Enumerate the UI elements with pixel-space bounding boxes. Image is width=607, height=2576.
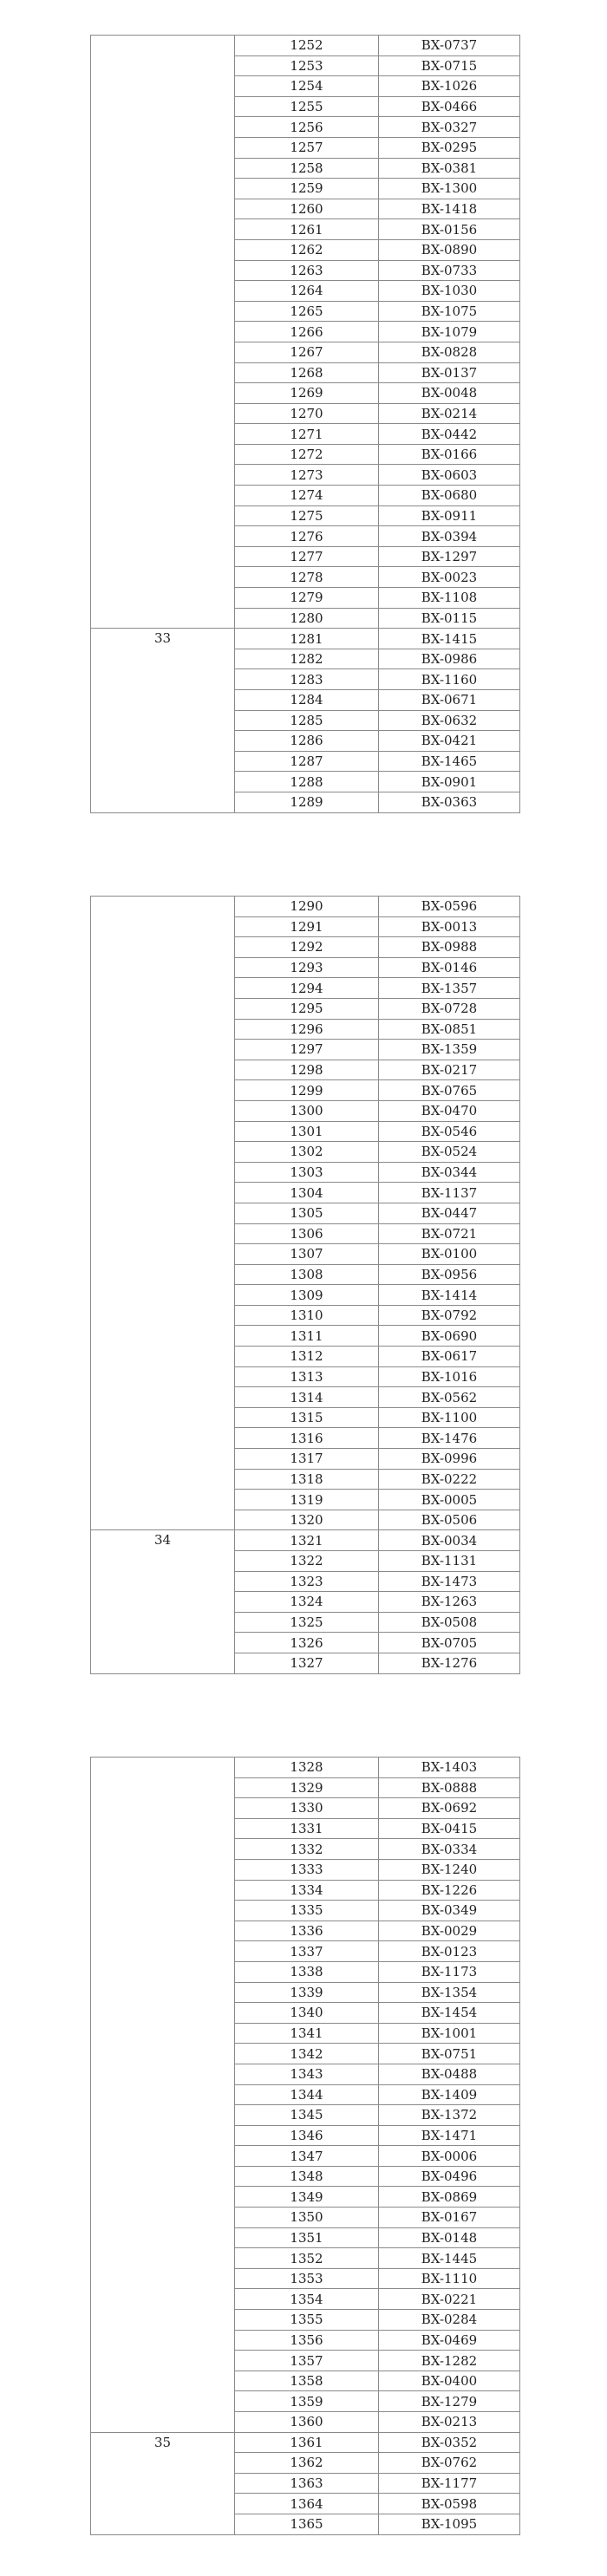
sequence-number-cell: 1297 bbox=[235, 1040, 379, 1060]
sequence-number-cell: 1364 bbox=[235, 2494, 379, 2514]
sequence-number-cell: 1285 bbox=[235, 710, 379, 731]
data-table bbox=[90, 1757, 520, 2535]
code-cell: BX-0986 bbox=[379, 649, 520, 669]
data-table bbox=[90, 35, 520, 813]
code-cell: BX-0488 bbox=[379, 2064, 520, 2084]
code-cell: BX-1240 bbox=[379, 1859, 520, 1880]
sequence-number-cell: 1351 bbox=[235, 2227, 379, 2248]
sequence-number-cell: 1358 bbox=[235, 2371, 379, 2391]
sequence-number-cell: 1265 bbox=[235, 301, 379, 322]
code-cell: BX-0029 bbox=[379, 1921, 520, 1941]
code-cell: BX-1026 bbox=[379, 76, 520, 97]
code-cell: BX-1445 bbox=[379, 2248, 520, 2269]
table-body bbox=[91, 897, 520, 1674]
code-cell: BX-1137 bbox=[379, 1183, 520, 1203]
sequence-number-cell: 1299 bbox=[235, 1080, 379, 1101]
table-row bbox=[91, 629, 520, 649]
sequence-number-cell: 1347 bbox=[235, 2146, 379, 2167]
code-cell: BX-1279 bbox=[379, 2391, 520, 2412]
code-cell: BX-0598 bbox=[379, 2494, 520, 2514]
code-cell: BX-0334 bbox=[379, 1839, 520, 1860]
table-block-3 bbox=[90, 1757, 519, 2535]
code-cell: BX-0705 bbox=[379, 1633, 520, 1653]
code-cell: BX-0546 bbox=[379, 1121, 520, 1142]
sequence-number-cell: 1278 bbox=[235, 567, 379, 588]
sequence-number-cell: 1324 bbox=[235, 1592, 379, 1613]
code-cell: BX-1418 bbox=[379, 199, 520, 219]
code-cell: BX-0349 bbox=[379, 1901, 520, 1921]
sequence-number-cell: 1329 bbox=[235, 1777, 379, 1798]
code-cell: BX-0508 bbox=[379, 1612, 520, 1633]
sequence-number-cell: 1292 bbox=[235, 937, 379, 958]
code-cell: BX-0048 bbox=[379, 383, 520, 404]
sequence-number-cell: 1293 bbox=[235, 957, 379, 978]
code-cell: BX-0851 bbox=[379, 1019, 520, 1040]
table-row bbox=[91, 1530, 520, 1551]
code-cell: BX-1001 bbox=[379, 2023, 520, 2044]
code-cell: BX-0901 bbox=[379, 772, 520, 792]
sequence-number-cell: 1256 bbox=[235, 117, 379, 138]
sequence-number-cell: 1343 bbox=[235, 2064, 379, 2084]
code-cell: BX-0381 bbox=[379, 158, 520, 179]
code-cell: BX-0690 bbox=[379, 1326, 520, 1347]
code-cell: BX-1108 bbox=[379, 588, 520, 609]
code-cell: BX-0888 bbox=[379, 1777, 520, 1798]
code-cell: BX-0137 bbox=[379, 362, 520, 383]
code-cell: BX-0469 bbox=[379, 2330, 520, 2351]
code-cell: BX-1030 bbox=[379, 281, 520, 302]
sequence-number-cell: 1273 bbox=[235, 465, 379, 486]
sequence-number-cell: 1332 bbox=[235, 1839, 379, 1860]
sequence-number-cell: 1348 bbox=[235, 2166, 379, 2187]
code-cell: BX-0996 bbox=[379, 1449, 520, 1470]
code-cell: BX-0166 bbox=[379, 444, 520, 465]
sequence-number-cell: 1352 bbox=[235, 2248, 379, 2269]
code-cell: BX-0470 bbox=[379, 1100, 520, 1121]
sequence-number-cell: 1357 bbox=[235, 2351, 379, 2371]
sequence-number-cell: 1312 bbox=[235, 1347, 379, 1367]
sequence-number-cell: 1320 bbox=[235, 1510, 379, 1530]
code-cell: BX-0006 bbox=[379, 2146, 520, 2167]
code-cell: BX-1454 bbox=[379, 2003, 520, 2024]
sequence-number-cell: 1323 bbox=[235, 1571, 379, 1592]
sequence-number-cell: 1308 bbox=[235, 1264, 379, 1285]
code-cell: BX-0447 bbox=[379, 1203, 520, 1223]
data-table bbox=[90, 896, 520, 1674]
code-cell: BX-0988 bbox=[379, 937, 520, 958]
sequence-number-cell: 1360 bbox=[235, 2412, 379, 2433]
code-cell: BX-0496 bbox=[379, 2166, 520, 2187]
table-row bbox=[91, 1758, 520, 1778]
sequence-number-cell: 1275 bbox=[235, 505, 379, 526]
code-cell: BX-0167 bbox=[379, 2208, 520, 2228]
sequence-number-cell: 1363 bbox=[235, 2473, 379, 2494]
code-cell: BX-1403 bbox=[379, 1758, 520, 1778]
code-cell: BX-0828 bbox=[379, 342, 520, 362]
code-cell: BX-0792 bbox=[379, 1305, 520, 1326]
sequence-number-cell: 1331 bbox=[235, 1818, 379, 1839]
sequence-number-cell: 1266 bbox=[235, 322, 379, 342]
sequence-number-cell: 1254 bbox=[235, 76, 379, 97]
code-cell: BX-1173 bbox=[379, 1961, 520, 1982]
code-cell: BX-1297 bbox=[379, 546, 520, 567]
sequence-number-cell: 1327 bbox=[235, 1653, 379, 1673]
code-cell: BX-0394 bbox=[379, 526, 520, 547]
code-cell: BX-1357 bbox=[379, 978, 520, 999]
sequence-number-cell: 1350 bbox=[235, 2208, 379, 2228]
code-cell: BX-0327 bbox=[379, 117, 520, 138]
code-cell: BX-0466 bbox=[379, 96, 520, 117]
sequence-number-cell: 1354 bbox=[235, 2289, 379, 2310]
sequence-number-cell: 1340 bbox=[235, 2003, 379, 2024]
sequence-number-cell: 1314 bbox=[235, 1387, 379, 1408]
sequence-number-cell: 1334 bbox=[235, 1880, 379, 1901]
code-cell: BX-1095 bbox=[379, 2514, 520, 2534]
code-cell: BX-0751 bbox=[379, 2044, 520, 2064]
sequence-number-cell: 1306 bbox=[235, 1223, 379, 1244]
code-cell: BX-0363 bbox=[379, 792, 520, 812]
sequence-number-cell: 1291 bbox=[235, 916, 379, 937]
code-cell: BX-0284 bbox=[379, 2310, 520, 2331]
table-row bbox=[91, 36, 520, 56]
sequence-number-cell: 1305 bbox=[235, 1203, 379, 1223]
code-cell: BX-1414 bbox=[379, 1285, 520, 1306]
code-cell: BX-0869 bbox=[379, 2187, 520, 2208]
sequence-number-cell: 1298 bbox=[235, 1060, 379, 1080]
code-cell: BX-0956 bbox=[379, 1264, 520, 1285]
sequence-number-cell: 1288 bbox=[235, 772, 379, 792]
sequence-number-cell: 1316 bbox=[235, 1428, 379, 1449]
table-block-1 bbox=[90, 35, 519, 813]
code-cell: BX-0115 bbox=[379, 608, 520, 629]
code-cell: BX-0023 bbox=[379, 567, 520, 588]
code-cell: BX-0222 bbox=[379, 1469, 520, 1490]
sequence-number-cell: 1272 bbox=[235, 444, 379, 465]
sequence-number-cell: 1281 bbox=[235, 629, 379, 649]
table-block-2 bbox=[90, 896, 519, 1674]
sequence-number-cell: 1321 bbox=[235, 1530, 379, 1551]
code-cell: BX-0217 bbox=[379, 1060, 520, 1080]
sequence-number-cell: 1362 bbox=[235, 2453, 379, 2474]
group-number-cell bbox=[91, 36, 235, 629]
code-cell: BX-1300 bbox=[379, 179, 520, 199]
code-cell: BX-1471 bbox=[379, 2125, 520, 2146]
sequence-number-cell: 1257 bbox=[235, 137, 379, 158]
sequence-number-cell: 1307 bbox=[235, 1244, 379, 1265]
code-cell: BX-1160 bbox=[379, 669, 520, 690]
sequence-number-cell: 1261 bbox=[235, 219, 379, 240]
sequence-number-cell: 1282 bbox=[235, 649, 379, 669]
code-cell: BX-0100 bbox=[379, 1244, 520, 1265]
code-cell: BX-0890 bbox=[379, 239, 520, 260]
code-cell: BX-1131 bbox=[379, 1551, 520, 1572]
sequence-number-cell: 1319 bbox=[235, 1490, 379, 1510]
sequence-number-cell: 1313 bbox=[235, 1366, 379, 1387]
code-cell: BX-1100 bbox=[379, 1407, 520, 1428]
sequence-number-cell: 1344 bbox=[235, 2084, 379, 2105]
sequence-number-cell: 1264 bbox=[235, 281, 379, 302]
sequence-number-cell: 1263 bbox=[235, 260, 379, 281]
sequence-number-cell: 1268 bbox=[235, 362, 379, 383]
sequence-number-cell: 1335 bbox=[235, 1901, 379, 1921]
code-cell: BX-0344 bbox=[379, 1162, 520, 1183]
sequence-number-cell: 1361 bbox=[235, 2432, 379, 2453]
code-cell: BX-0421 bbox=[379, 731, 520, 752]
sequence-number-cell: 1260 bbox=[235, 199, 379, 219]
code-cell: BX-1415 bbox=[379, 629, 520, 649]
sequence-number-cell: 1325 bbox=[235, 1612, 379, 1633]
code-cell: BX-0146 bbox=[379, 957, 520, 978]
code-cell: BX-1075 bbox=[379, 301, 520, 322]
code-cell: BX-0214 bbox=[379, 403, 520, 424]
sequence-number-cell: 1280 bbox=[235, 608, 379, 629]
code-cell: BX-0415 bbox=[379, 1818, 520, 1839]
sequence-number-cell: 1274 bbox=[235, 486, 379, 506]
sequence-number-cell: 1271 bbox=[235, 424, 379, 445]
sequence-number-cell: 1279 bbox=[235, 588, 379, 609]
code-cell: BX-0671 bbox=[379, 690, 520, 711]
code-cell: BX-1372 bbox=[379, 2105, 520, 2126]
code-cell: BX-1177 bbox=[379, 2473, 520, 2494]
sequence-number-cell: 1258 bbox=[235, 158, 379, 179]
code-cell: BX-0013 bbox=[379, 916, 520, 937]
code-cell: BX-0762 bbox=[379, 2453, 520, 2474]
sequence-number-cell: 1359 bbox=[235, 2391, 379, 2412]
table-row bbox=[91, 2432, 520, 2453]
code-cell: BX-1226 bbox=[379, 1880, 520, 1901]
sequence-number-cell: 1252 bbox=[235, 36, 379, 56]
sequence-number-cell: 1295 bbox=[235, 998, 379, 1019]
code-cell: BX-1354 bbox=[379, 1982, 520, 2003]
code-cell: BX-0721 bbox=[379, 1223, 520, 1244]
group-number-cell bbox=[91, 1758, 235, 2433]
sequence-number-cell: 1339 bbox=[235, 1982, 379, 2003]
sequence-number-cell: 1365 bbox=[235, 2514, 379, 2534]
sequence-number-cell: 1284 bbox=[235, 690, 379, 711]
code-cell: BX-0221 bbox=[379, 2289, 520, 2310]
sequence-number-cell: 1346 bbox=[235, 2125, 379, 2146]
sequence-number-cell: 1267 bbox=[235, 342, 379, 362]
sequence-number-cell: 1342 bbox=[235, 2044, 379, 2064]
code-cell: BX-0005 bbox=[379, 1490, 520, 1510]
code-cell: BX-1473 bbox=[379, 1571, 520, 1592]
sequence-number-cell: 1286 bbox=[235, 731, 379, 752]
sequence-number-cell: 1322 bbox=[235, 1551, 379, 1572]
sequence-number-cell: 1341 bbox=[235, 2023, 379, 2044]
code-cell: BX-0400 bbox=[379, 2371, 520, 2391]
sequence-number-cell: 1302 bbox=[235, 1142, 379, 1163]
sequence-number-cell: 1301 bbox=[235, 1121, 379, 1142]
sequence-number-cell: 1262 bbox=[235, 239, 379, 260]
sequence-number-cell: 1255 bbox=[235, 96, 379, 117]
sequence-number-cell: 1277 bbox=[235, 546, 379, 567]
code-cell: BX-0156 bbox=[379, 219, 520, 240]
sequence-number-cell: 1309 bbox=[235, 1285, 379, 1306]
sequence-number-cell: 1287 bbox=[235, 751, 379, 772]
sequence-number-cell: 1296 bbox=[235, 1019, 379, 1040]
group-number-cell bbox=[91, 897, 235, 1530]
sequence-number-cell: 1345 bbox=[235, 2105, 379, 2126]
sequence-number-cell: 1304 bbox=[235, 1183, 379, 1203]
sequence-number-cell: 1290 bbox=[235, 897, 379, 917]
code-cell: BX-0692 bbox=[379, 1798, 520, 1819]
code-cell: BX-0506 bbox=[379, 1510, 520, 1530]
sequence-number-cell: 1317 bbox=[235, 1449, 379, 1470]
code-cell: BX-0034 bbox=[379, 1530, 520, 1551]
code-cell: BX-0213 bbox=[379, 2412, 520, 2433]
code-cell: BX-0911 bbox=[379, 505, 520, 526]
code-cell: BX-1263 bbox=[379, 1592, 520, 1613]
code-cell: BX-0562 bbox=[379, 1387, 520, 1408]
sequence-number-cell: 1270 bbox=[235, 403, 379, 424]
sequence-number-cell: 1259 bbox=[235, 179, 379, 199]
code-cell: BX-0442 bbox=[379, 424, 520, 445]
code-cell: BX-0295 bbox=[379, 137, 520, 158]
sequence-number-cell: 1283 bbox=[235, 669, 379, 690]
sequence-number-cell: 1349 bbox=[235, 2187, 379, 2208]
sequence-number-cell: 1311 bbox=[235, 1326, 379, 1347]
table-row bbox=[91, 897, 520, 917]
code-cell: BX-0680 bbox=[379, 486, 520, 506]
sequence-number-cell: 1289 bbox=[235, 792, 379, 812]
sequence-number-cell: 1318 bbox=[235, 1469, 379, 1490]
code-cell: BX-0524 bbox=[379, 1142, 520, 1163]
sequence-number-cell: 1353 bbox=[235, 2268, 379, 2289]
code-cell: BX-0148 bbox=[379, 2227, 520, 2248]
code-cell: BX-0352 bbox=[379, 2432, 520, 2453]
code-cell: BX-1476 bbox=[379, 1428, 520, 1449]
sequence-number-cell: 1303 bbox=[235, 1162, 379, 1183]
sequence-number-cell: 1315 bbox=[235, 1407, 379, 1428]
code-cell: BX-0617 bbox=[379, 1347, 520, 1367]
code-cell: BX-1276 bbox=[379, 1653, 520, 1673]
code-cell: BX-0603 bbox=[379, 465, 520, 486]
code-cell: BX-1110 bbox=[379, 2268, 520, 2289]
code-cell: BX-0728 bbox=[379, 998, 520, 1019]
code-cell: BX-1465 bbox=[379, 751, 520, 772]
table-body bbox=[91, 36, 520, 813]
table-body bbox=[91, 1758, 520, 2535]
sequence-number-cell: 1337 bbox=[235, 1941, 379, 1962]
code-cell: BX-0715 bbox=[379, 55, 520, 76]
sequence-number-cell: 1356 bbox=[235, 2330, 379, 2351]
group-number-cell: 34 bbox=[91, 1530, 235, 1673]
code-cell: BX-1016 bbox=[379, 1366, 520, 1387]
sequence-number-cell: 1253 bbox=[235, 55, 379, 76]
sequence-number-cell: 1338 bbox=[235, 1961, 379, 1982]
group-number-cell: 35 bbox=[91, 2432, 235, 2534]
code-cell: BX-1409 bbox=[379, 2084, 520, 2105]
code-cell: BX-0737 bbox=[379, 36, 520, 56]
code-cell: BX-0765 bbox=[379, 1080, 520, 1101]
sequence-number-cell: 1330 bbox=[235, 1798, 379, 1819]
sequence-number-cell: 1326 bbox=[235, 1633, 379, 1653]
group-number-cell: 33 bbox=[91, 629, 235, 812]
code-cell: BX-0632 bbox=[379, 710, 520, 731]
code-cell: BX-0733 bbox=[379, 260, 520, 281]
sequence-number-cell: 1355 bbox=[235, 2310, 379, 2331]
sequence-number-cell: 1276 bbox=[235, 526, 379, 547]
sequence-number-cell: 1269 bbox=[235, 383, 379, 404]
sequence-number-cell: 1310 bbox=[235, 1305, 379, 1326]
code-cell: BX-1359 bbox=[379, 1040, 520, 1060]
sequence-number-cell: 1328 bbox=[235, 1758, 379, 1778]
code-cell: BX-0596 bbox=[379, 897, 520, 917]
code-cell: BX-1282 bbox=[379, 2351, 520, 2371]
code-cell: BX-1079 bbox=[379, 322, 520, 342]
sequence-number-cell: 1300 bbox=[235, 1100, 379, 1121]
sequence-number-cell: 1294 bbox=[235, 978, 379, 999]
sequence-number-cell: 1333 bbox=[235, 1859, 379, 1880]
sequence-number-cell: 1336 bbox=[235, 1921, 379, 1941]
code-cell: BX-0123 bbox=[379, 1941, 520, 1962]
